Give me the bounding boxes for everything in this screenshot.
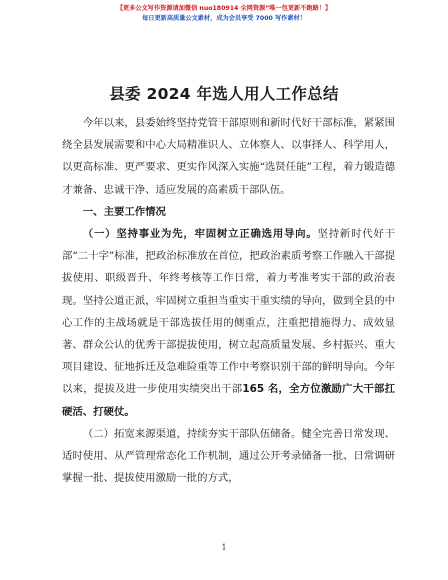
document-title: 县委 2024 年选人用人工作总结 xyxy=(109,85,339,103)
promo-banner-line-1: 【更多公文写作资源请加微信 nuo180914 全网资源”唯一包更新不跑路！】 xyxy=(116,5,332,12)
item-1-emphasis: 165 名，全方位激励广大干部扛硬活、打硬仗。 xyxy=(62,383,395,418)
item-1-body: 坚持新时代好干部“二十字”标准，把政治标准放在首位，把政治素质考察工作融入干部提拔使用、职级晋升、年终考核等工作日常，着力考准考实干部的政治表现。坚持公道正派，牢固树立重担当重实干重实绩的导向，做到全县的中心工作的主战场就是干部选拔任用的侧重点，注重把措施得力、成效显著、群众公认的优秀干部提拔使用，树立起高质量发展、乡村振兴、重大项目建设、征地拆迁及急难险重等工作中考察识别干部的鲜明导向。今年以来，提拔及进一步使用实绩突出干部 xyxy=(62,228,396,396)
item-2-lead: （二）拓宽来源渠道，持续夯实干部队伍储备。 xyxy=(82,427,302,440)
item-2-paragraph xyxy=(62,423,395,490)
page-number: 1 xyxy=(221,543,227,552)
intro-paragraph: 今年以来，县委始终坚持党管干部原则和新时代好干部标准，紧紧围绕全县发展需要和中心大局精准识人、立体察人、以事择人、科学用人，以更高标准、更严要求、更实作风深入实施“选贤任能”工程，着力锻造德才兼备、忠诚干净、适应发展的高素质干部队伍。 xyxy=(62,117,395,196)
item-1-lead: （一）坚持事业为先，牢固树立正确选用导向。 xyxy=(82,228,318,241)
document-body xyxy=(62,112,395,489)
item-1-paragraph xyxy=(62,223,395,423)
item-2-body: 健全完善日常发现、适时使用、从严管理常态化工作机制，通过公开考录储备一批、日常调研掌握一批、提拔使用激励一批的方式， xyxy=(62,427,396,485)
promo-banner xyxy=(0,4,448,24)
section-heading: 一、主要工作情况 xyxy=(82,205,166,218)
promo-banner-line-2: 每日更新高质量公文素材，成为会员享受 7000 写作素材！ xyxy=(142,15,306,22)
